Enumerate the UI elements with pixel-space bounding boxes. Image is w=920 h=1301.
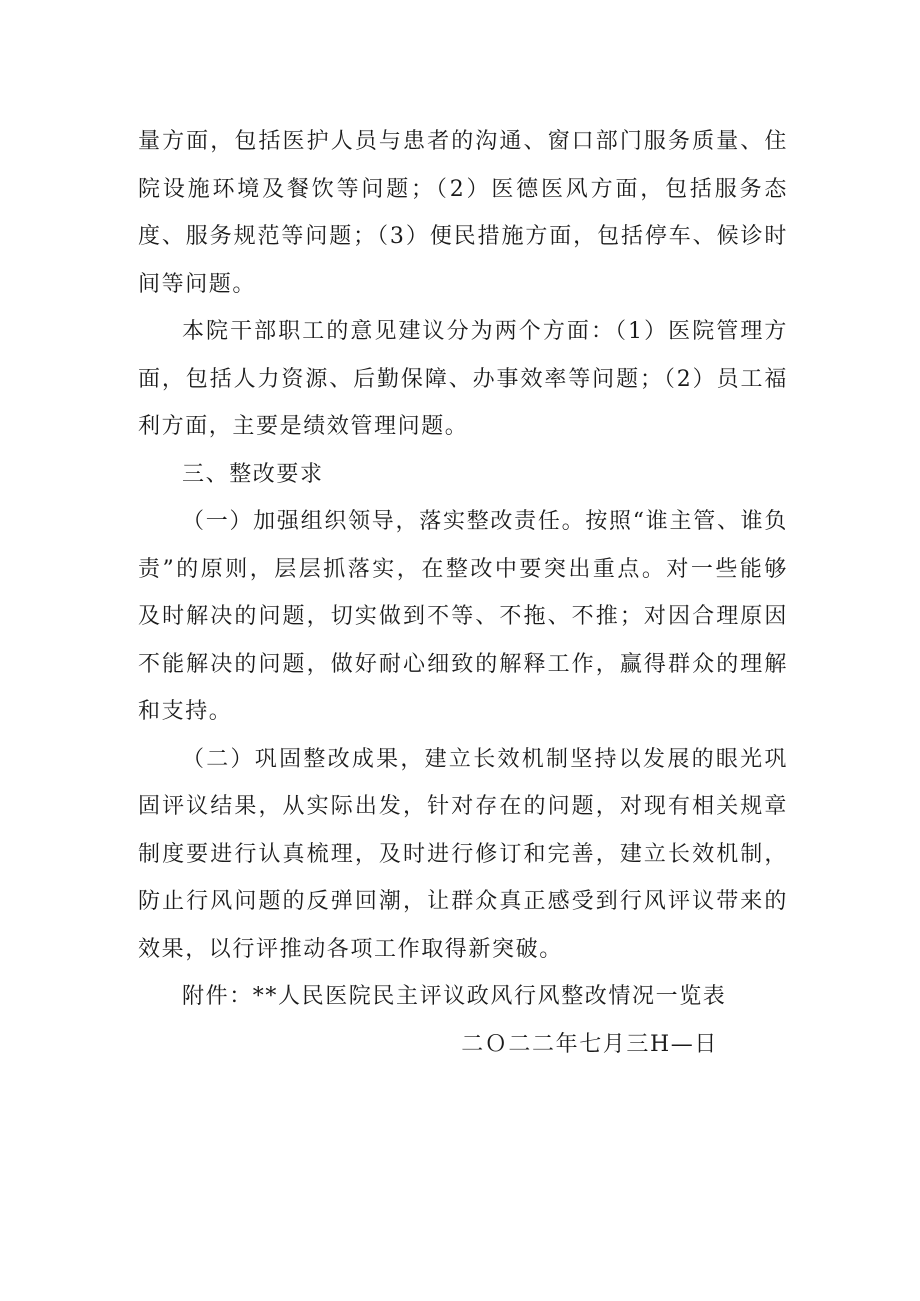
document-body xyxy=(138,118,788,1068)
paragraph-patient-feedback: 量方面，包括医护人员与患者的沟通、窗口部门服务质量、住院设施环境及餐饮等问题；（2）医德医风方面，包括服务态度、服务规范等问题；（3）便民措施方面，包括停车、候诊时间等问题。 xyxy=(138,129,788,297)
section-heading: 三、整改要求 xyxy=(182,461,324,487)
document-date: 二Ｏ二二年七月三H—日 xyxy=(461,1031,718,1057)
paragraph-requirement-1: （一）加强组织领导，落实整改责任。按照“谁主管、谁负责”的原则，层层抓落实，在整改中要突出重点。对一些能够及时解决的问题，切实做到不等、不拖、不推；对因合理原因不能解决的问题，做好耐心细致的解释工作，赢得群众的理解和支持。 xyxy=(138,509,788,724)
paragraph-requirement-2: （二）巩固整改成果，建立长效机制坚持以发展的眼光巩固评议结果，从实际出发，针对存在的问题，对现有相关规章制度要进行认真梳理，及时进行修订和完善，建立长效机制，防止行风问题的反弹回潮，让群众真正感受到行风评议带来的效果，以行评推动各项工作取得新突破。 xyxy=(138,746,788,962)
attachment-note: 附件：**人民医院民主评议政风行风整改情况一览表 xyxy=(182,984,727,1009)
paragraph-staff-feedback: 本院干部职工的意见建议分为两个方面：（1）医院管理方面，包括人力资源、后勤保障、办事效率等问题；（2）员工福利方面，主要是绩效管理问题。 xyxy=(138,319,788,439)
